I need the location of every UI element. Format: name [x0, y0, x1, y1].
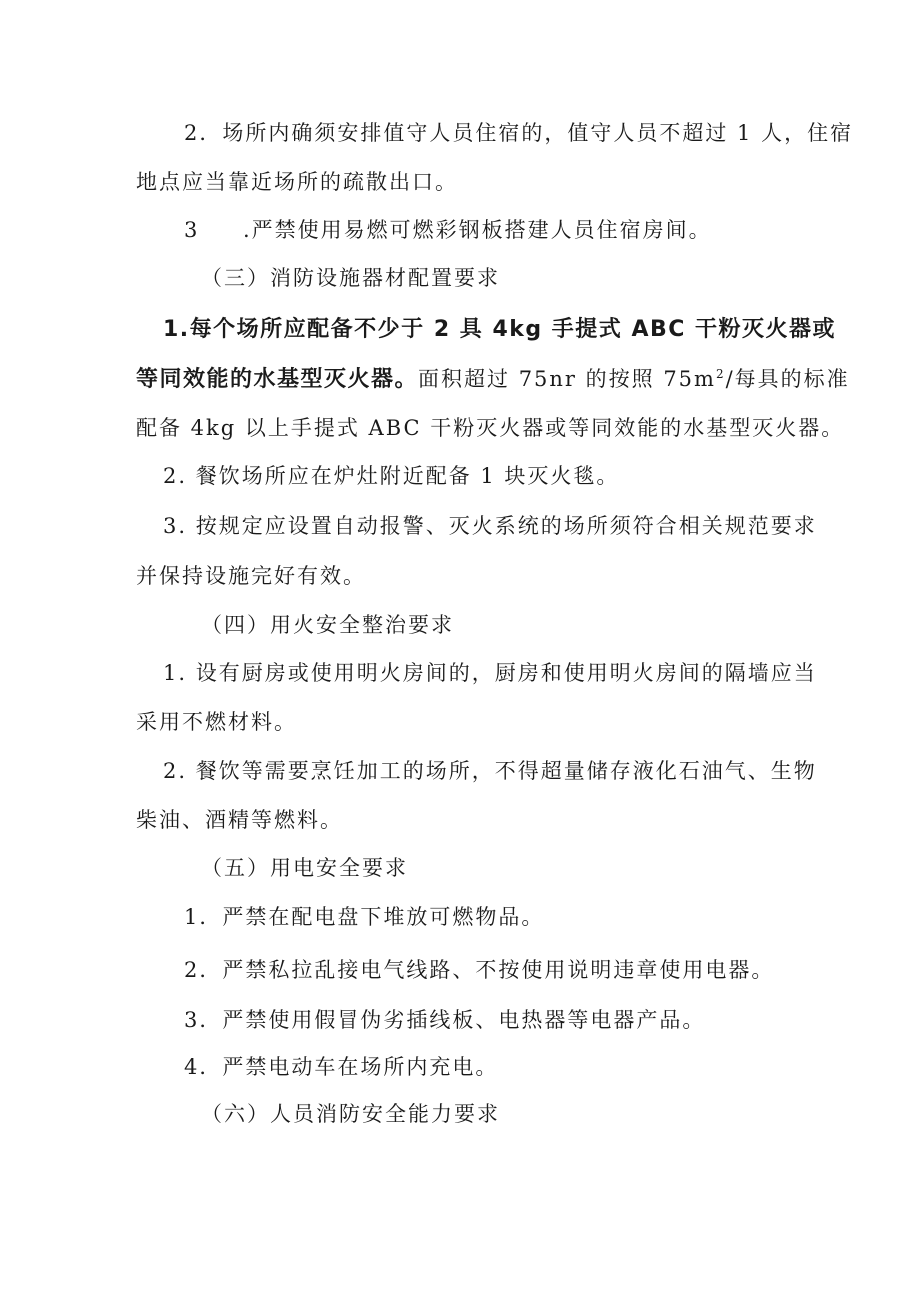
paragraph-line: 地点应当靠近场所的疏散出口。	[136, 170, 458, 194]
paragraph-line: 并保持设施完好有效。	[136, 564, 366, 588]
superscript: 2	[715, 367, 726, 381]
paragraph-line: 配备 4kg 以上手提式 ABC 干粉灭火器或等同效能的水基型灭火器。	[136, 416, 845, 440]
paragraph-line: 3. 按规定应设置自动报警、灭火系统的场所须符合相关规范要求	[163, 514, 817, 538]
section-heading: （四）用火安全整治要求	[201, 613, 454, 637]
section-heading: （六）人员消防安全能力要求	[201, 1102, 500, 1126]
bold-text: 等同效能的水基型灭火器。	[136, 367, 419, 392]
plain-text: /每具的标准	[725, 367, 850, 391]
paragraph-line-bold: 1.每个场所应配备不少于 2 具 4kg 手提式 ABC 干粉灭火器或	[163, 317, 837, 342]
paragraph-line: 2．严禁私拉乱接电气线路、不按使用说明违章使用电器。	[184, 958, 775, 982]
paragraph-line: 4．严禁电动车在场所内充电。	[184, 1055, 499, 1079]
section-heading: （五）用电安全要求	[201, 856, 408, 880]
paragraph-line-mixed	[136, 364, 850, 395]
paragraph-line: 采用不燃材料。	[136, 710, 297, 734]
paragraph-line: 2．场所内确须安排值守人员住宿的，值守人员不超过 1 人，住宿	[184, 121, 854, 145]
section-heading: （三）消防设施器材配置要求	[201, 266, 500, 290]
list-number: 3	[184, 218, 200, 242]
paragraph-line: 2. 餐饮等需要烹饪加工的场所，不得超量储存液化石油气、生物	[163, 759, 817, 783]
paragraph-line: .严禁使用易燃可燃彩钢板搭建人员住宿房间。	[243, 218, 712, 242]
plain-text: 面积超过 75nr 的按照 75m	[418, 367, 716, 391]
paragraph-line: 1．严禁在配电盘下堆放可燃物品。	[184, 905, 545, 929]
paragraph-line: 2. 餐饮场所应在炉灶附近配备 1 块灭火毯。	[163, 464, 620, 488]
paragraph-line: 3．严禁使用假冒伪劣插线板、电热器等电器产品。	[184, 1008, 706, 1032]
paragraph-line: 柴油、酒精等燃料。	[136, 808, 343, 832]
paragraph-line: 1. 设有厨房或使用明火房间的，厨房和使用明火房间的隔墙应当	[163, 661, 817, 685]
